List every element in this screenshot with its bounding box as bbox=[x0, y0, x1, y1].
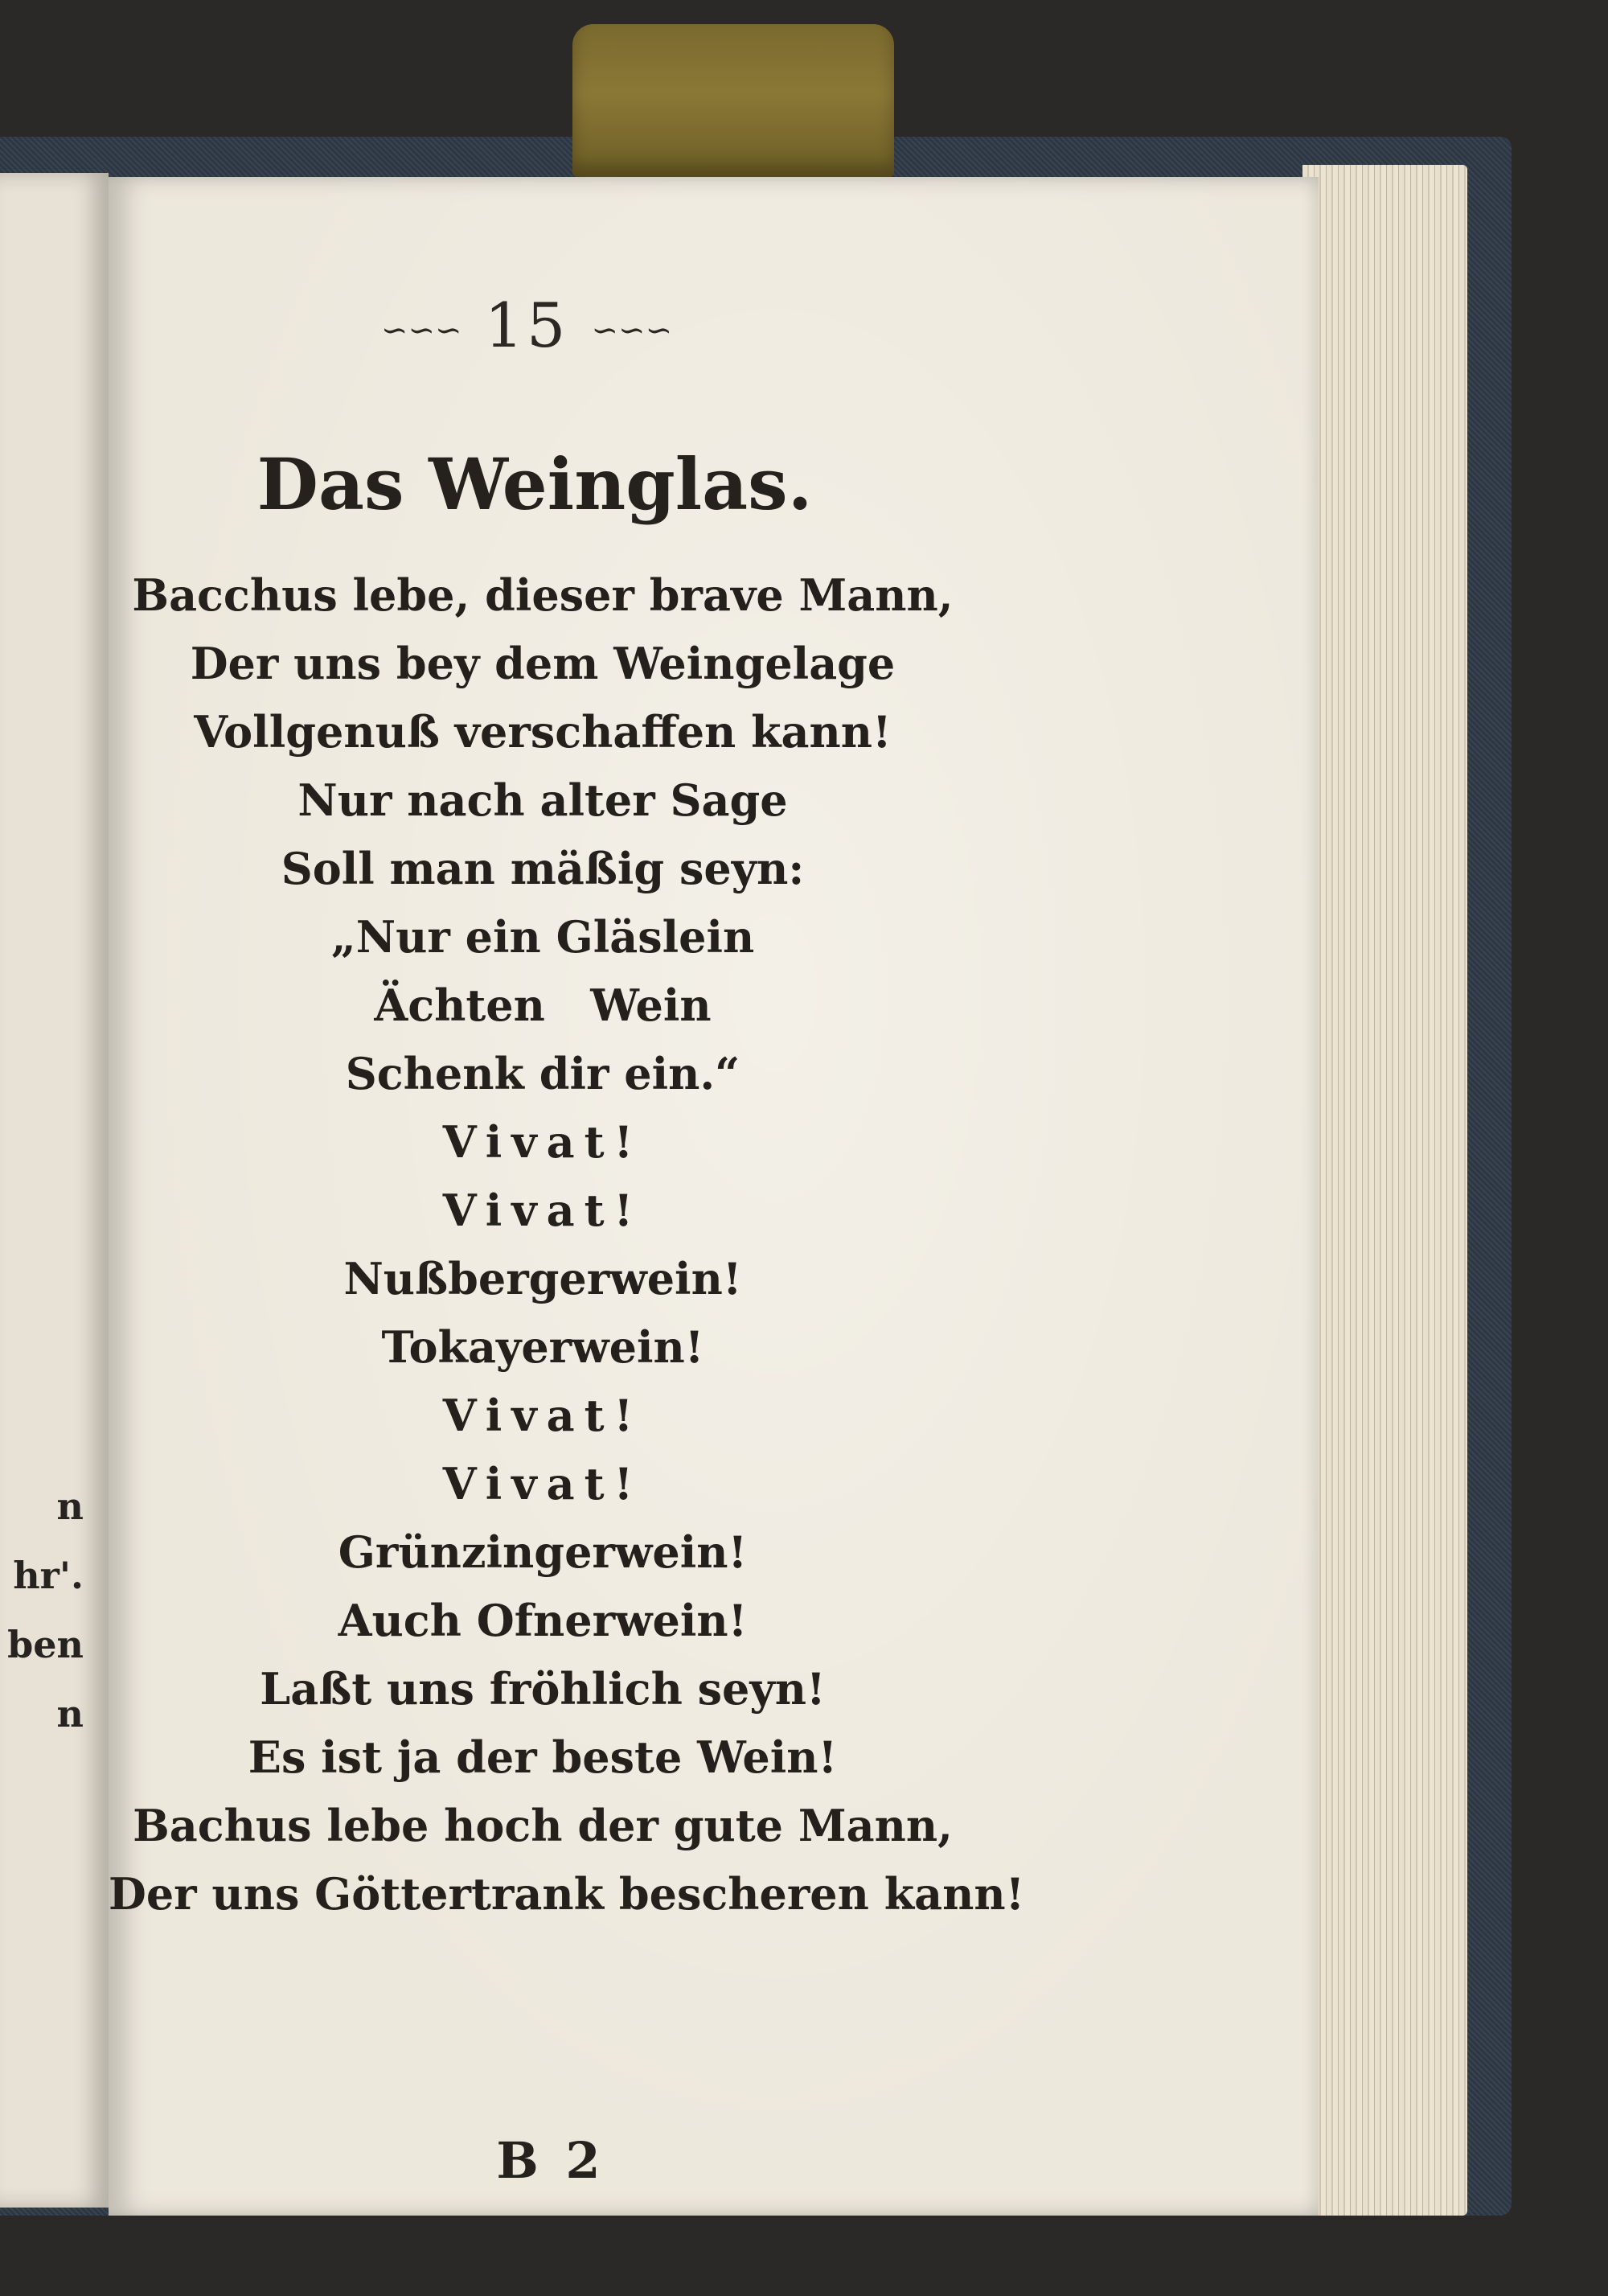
poem-line: Es ist ja der beste Wein! bbox=[248, 1731, 838, 1783]
ornament-icon: ∽∽∽ bbox=[591, 312, 673, 349]
poem-line: Nußbergerwein! bbox=[343, 1253, 742, 1304]
poem-line: Bachus lebe hoch der gute Mann, bbox=[133, 1800, 953, 1851]
poem-line: Vollgenuß verschaffen kann! bbox=[194, 706, 892, 758]
left-fragment: hr'. bbox=[13, 1554, 84, 1597]
poem-body bbox=[109, 561, 1025, 1928]
poem-line: Nur nach alter Sage bbox=[297, 774, 788, 826]
right-page bbox=[109, 177, 1319, 2216]
poem-line: Ächten Wein bbox=[374, 980, 712, 1031]
poem-line: Vivat! bbox=[442, 1185, 643, 1236]
poem-line: Der uns bey dem Weingelage bbox=[190, 638, 896, 689]
poem-line: Bacchus lebe, dieser brave Mann, bbox=[132, 569, 954, 621]
poem-line: Vivat! bbox=[442, 1116, 643, 1168]
poem-line: Vivat! bbox=[442, 1390, 643, 1441]
left-page bbox=[0, 173, 109, 2208]
poem-line: Soll man mäßig seyn: bbox=[281, 843, 805, 894]
left-fragment: n bbox=[56, 1485, 84, 1528]
poem-line: Der uns Göttertrank bescheren kann! bbox=[109, 1868, 1025, 1920]
page-edges bbox=[1302, 165, 1467, 2216]
left-fragment: n bbox=[56, 1692, 84, 1735]
poem-line: Tokayerwein! bbox=[381, 1321, 704, 1373]
poem-line: Auch Ofnerwein! bbox=[338, 1595, 748, 1646]
bookmark-ribbon bbox=[572, 24, 894, 177]
signature-mark: B 2 bbox=[496, 2131, 605, 2190]
left-fragment: ben bbox=[7, 1623, 84, 1666]
poem-line: Vivat! bbox=[442, 1458, 643, 1509]
poem-line: „Nur ein Gläslein bbox=[330, 911, 755, 963]
ornament-icon: ∽∽∽ bbox=[380, 312, 462, 349]
poem-line: Laßt uns fröhlich seyn! bbox=[260, 1663, 826, 1715]
page-number-header bbox=[109, 290, 945, 361]
left-page-fragments bbox=[0, 1472, 96, 1748]
poem-line: Grünzingerwein! bbox=[338, 1526, 748, 1578]
poem-title: Das Weinglas. bbox=[256, 442, 813, 526]
poem-line: Schenk dir ein.“ bbox=[345, 1048, 740, 1099]
page-number: 15 bbox=[484, 290, 569, 361]
